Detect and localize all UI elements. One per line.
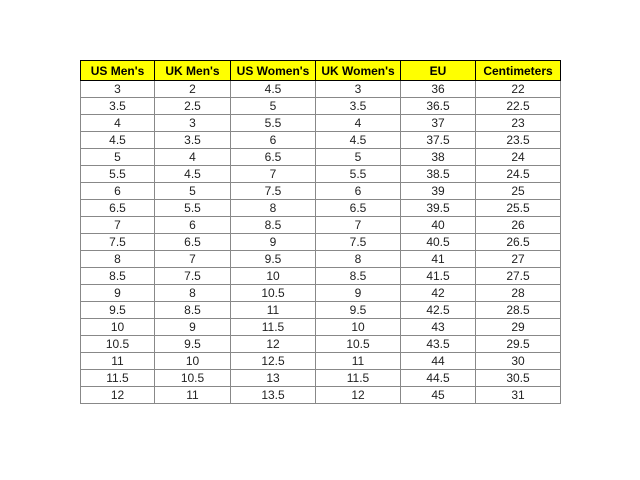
cell-uk-womens: 3: [316, 81, 401, 98]
column-header-us-womens: US Women's: [231, 61, 316, 81]
cell-centimeters: 29.5: [476, 336, 561, 353]
cell-uk-womens: 7.5: [316, 234, 401, 251]
cell-us-mens: 5: [81, 149, 155, 166]
cell-us-mens: 6: [81, 183, 155, 200]
cell-uk-mens: 10.5: [155, 370, 231, 387]
cell-centimeters: 24.5: [476, 166, 561, 183]
table-header: [81, 61, 561, 81]
cell-uk-womens: 8.5: [316, 268, 401, 285]
cell-us-womens: 6: [231, 132, 316, 149]
cell-uk-mens: 8.5: [155, 302, 231, 319]
cell-us-womens: 8: [231, 200, 316, 217]
cell-us-womens: 10: [231, 268, 316, 285]
header-row: [81, 61, 561, 81]
cell-uk-womens: 4.5: [316, 132, 401, 149]
table-row: [81, 98, 561, 115]
cell-eu: 43: [401, 319, 476, 336]
table-row: [81, 251, 561, 268]
cell-centimeters: 26.5: [476, 234, 561, 251]
cell-eu: 41.5: [401, 268, 476, 285]
column-header-uk-womens: UK Women's: [316, 61, 401, 81]
cell-uk-womens: 7: [316, 217, 401, 234]
cell-us-womens: 11.5: [231, 319, 316, 336]
cell-uk-womens: 5.5: [316, 166, 401, 183]
table-row: [81, 166, 561, 183]
cell-centimeters: 25: [476, 183, 561, 200]
cell-uk-womens: 5: [316, 149, 401, 166]
cell-uk-mens: 3.5: [155, 132, 231, 149]
cell-us-mens: 6.5: [81, 200, 155, 217]
table-row: [81, 268, 561, 285]
cell-eu: 43.5: [401, 336, 476, 353]
cell-eu: 42: [401, 285, 476, 302]
cell-us-womens: 7: [231, 166, 316, 183]
cell-uk-womens: 9: [316, 285, 401, 302]
cell-uk-mens: 6: [155, 217, 231, 234]
cell-uk-womens: 4: [316, 115, 401, 132]
cell-uk-womens: 6.5: [316, 200, 401, 217]
cell-us-womens: 5: [231, 98, 316, 115]
table-body: [81, 81, 561, 404]
cell-uk-mens: 11: [155, 387, 231, 404]
cell-uk-mens: 9: [155, 319, 231, 336]
cell-us-womens: 11: [231, 302, 316, 319]
cell-uk-mens: 2: [155, 81, 231, 98]
cell-us-mens: 3: [81, 81, 155, 98]
cell-uk-mens: 7: [155, 251, 231, 268]
cell-centimeters: 23.5: [476, 132, 561, 149]
cell-uk-mens: 3: [155, 115, 231, 132]
cell-centimeters: 23: [476, 115, 561, 132]
cell-eu: 40: [401, 217, 476, 234]
cell-eu: 36.5: [401, 98, 476, 115]
table-row: [81, 183, 561, 200]
cell-us-mens: 8.5: [81, 268, 155, 285]
cell-centimeters: 27: [476, 251, 561, 268]
cell-uk-mens: 4: [155, 149, 231, 166]
cell-us-mens: 5.5: [81, 166, 155, 183]
cell-eu: 42.5: [401, 302, 476, 319]
table-row: [81, 81, 561, 98]
table-row: [81, 217, 561, 234]
column-header-uk-mens: UK Men's: [155, 61, 231, 81]
cell-us-mens: 11: [81, 353, 155, 370]
cell-uk-mens: 9.5: [155, 336, 231, 353]
cell-us-womens: 13.5: [231, 387, 316, 404]
cell-us-mens: 8: [81, 251, 155, 268]
cell-us-mens: 3.5: [81, 98, 155, 115]
cell-us-womens: 12: [231, 336, 316, 353]
cell-uk-womens: 9.5: [316, 302, 401, 319]
cell-centimeters: 31: [476, 387, 561, 404]
cell-centimeters: 22.5: [476, 98, 561, 115]
cell-us-womens: 5.5: [231, 115, 316, 132]
cell-us-womens: 10.5: [231, 285, 316, 302]
cell-us-womens: 12.5: [231, 353, 316, 370]
table-row: [81, 336, 561, 353]
cell-us-mens: 12: [81, 387, 155, 404]
cell-uk-womens: 12: [316, 387, 401, 404]
cell-uk-mens: 6.5: [155, 234, 231, 251]
cell-centimeters: 28.5: [476, 302, 561, 319]
cell-us-mens: 10.5: [81, 336, 155, 353]
cell-centimeters: 26: [476, 217, 561, 234]
cell-us-womens: 9: [231, 234, 316, 251]
cell-us-mens: 10: [81, 319, 155, 336]
cell-centimeters: 27.5: [476, 268, 561, 285]
table-row: [81, 319, 561, 336]
cell-eu: 36: [401, 81, 476, 98]
table-row: [81, 149, 561, 166]
cell-us-mens: 7: [81, 217, 155, 234]
cell-us-womens: 4.5: [231, 81, 316, 98]
cell-eu: 38: [401, 149, 476, 166]
table-row: [81, 234, 561, 251]
cell-eu: 44.5: [401, 370, 476, 387]
cell-us-womens: 8.5: [231, 217, 316, 234]
table-row: [81, 200, 561, 217]
cell-uk-mens: 10: [155, 353, 231, 370]
cell-us-mens: 7.5: [81, 234, 155, 251]
cell-eu: 39: [401, 183, 476, 200]
cell-uk-womens: 11.5: [316, 370, 401, 387]
cell-uk-womens: 6: [316, 183, 401, 200]
cell-uk-womens: 10.5: [316, 336, 401, 353]
cell-eu: 45: [401, 387, 476, 404]
cell-us-mens: 4.5: [81, 132, 155, 149]
cell-centimeters: 30.5: [476, 370, 561, 387]
cell-centimeters: 28: [476, 285, 561, 302]
cell-us-mens: 4: [81, 115, 155, 132]
table-row: [81, 285, 561, 302]
cell-centimeters: 24: [476, 149, 561, 166]
cell-us-womens: 13: [231, 370, 316, 387]
cell-uk-womens: 3.5: [316, 98, 401, 115]
cell-eu: 38.5: [401, 166, 476, 183]
cell-uk-mens: 5.5: [155, 200, 231, 217]
table-row: [81, 353, 561, 370]
cell-eu: 37.5: [401, 132, 476, 149]
table-row: [81, 132, 561, 149]
cell-centimeters: 25.5: [476, 200, 561, 217]
cell-uk-mens: 4.5: [155, 166, 231, 183]
cell-eu: 41: [401, 251, 476, 268]
cell-centimeters: 29: [476, 319, 561, 336]
cell-uk-womens: 8: [316, 251, 401, 268]
cell-uk-womens: 11: [316, 353, 401, 370]
cell-us-womens: 9.5: [231, 251, 316, 268]
cell-uk-womens: 10: [316, 319, 401, 336]
table-row: [81, 115, 561, 132]
cell-eu: 40.5: [401, 234, 476, 251]
cell-eu: 39.5: [401, 200, 476, 217]
cell-us-mens: 9.5: [81, 302, 155, 319]
shoe-size-chart: [80, 60, 561, 404]
column-header-eu: EU: [401, 61, 476, 81]
cell-us-mens: 11.5: [81, 370, 155, 387]
cell-uk-mens: 5: [155, 183, 231, 200]
cell-centimeters: 30: [476, 353, 561, 370]
cell-us-mens: 9: [81, 285, 155, 302]
table-row: [81, 302, 561, 319]
cell-us-womens: 7.5: [231, 183, 316, 200]
column-header-us-mens: US Men's: [81, 61, 155, 81]
cell-eu: 44: [401, 353, 476, 370]
table-row: [81, 387, 561, 404]
cell-us-womens: 6.5: [231, 149, 316, 166]
cell-eu: 37: [401, 115, 476, 132]
column-header-centimeters: Centimeters: [476, 61, 561, 81]
cell-uk-mens: 2.5: [155, 98, 231, 115]
cell-uk-mens: 7.5: [155, 268, 231, 285]
cell-centimeters: 22: [476, 81, 561, 98]
cell-uk-mens: 8: [155, 285, 231, 302]
table-row: [81, 370, 561, 387]
